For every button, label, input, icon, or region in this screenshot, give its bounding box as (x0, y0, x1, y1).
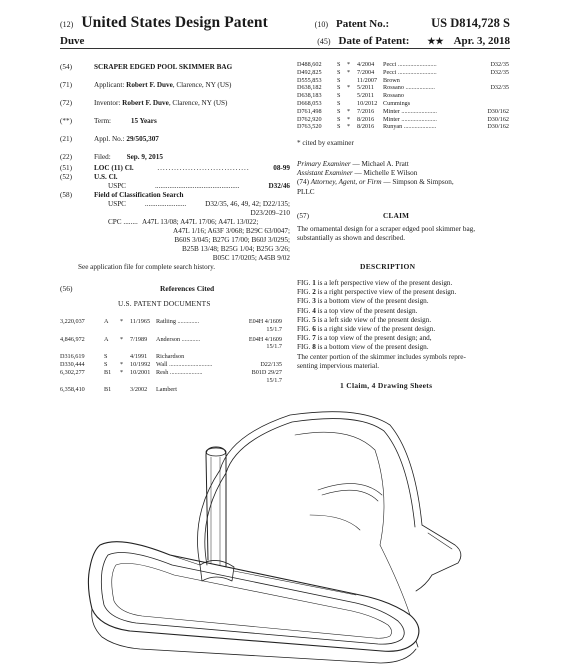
fig-line: FIG. 6 is a right side view of the present design. (297, 325, 436, 334)
citation-row: D555,853 S 11/2007 Brown (297, 76, 400, 84)
date-block (317, 31, 510, 49)
citation-row: D638,182 S * 5/2011 Rossano ................... D32/35 (297, 84, 509, 92)
description-title: DESCRIPTION (360, 262, 416, 271)
us-cl-label: U.S. Cl. (94, 173, 118, 181)
inventor-short: Duve (60, 35, 85, 47)
cpc-line: B05C 17/0205; A45B 9/02 (212, 254, 290, 262)
applicant-name: Robert F. Duve (126, 81, 173, 89)
cpc-line: A47L 13/08; A47L 17/06; A47L 13/022; (142, 218, 259, 226)
primary-examiner-label: Primary Examiner (297, 160, 351, 168)
citation-row: D316,619 S 4/1991 Richardson (60, 353, 185, 361)
primary-examiner: — Michael A. Pratt (350, 160, 409, 168)
dot-leader: ............................................... (154, 182, 240, 190)
examiners-block (297, 160, 509, 197)
header-top (60, 14, 510, 32)
assistant-examiner-label: Assistant Examiner (297, 169, 353, 178)
claim-title: CLAIM (383, 212, 410, 220)
applicant-label: Applicant: (94, 81, 125, 89)
citation-row: 6,358,410 B1 3/2002 Lambert (60, 386, 177, 394)
description-note: senting impervious material. (297, 361, 380, 370)
cpc-label: CPC (108, 218, 122, 226)
field-num: (58) (60, 191, 72, 199)
title-block (60, 14, 268, 32)
citation-row: D763,520 S * 8/2016 Runyan ..................... D30/162 (297, 123, 509, 131)
invention-title: SCRAPER EDGED POOL SKIMMER BAG (94, 63, 233, 71)
field-num: (52) (60, 173, 72, 181)
claim-text: The ornamental design for a scraper edged pool skimmer bag, substantially as shown and described. (297, 225, 476, 243)
field-num: (45) (317, 37, 331, 46)
attorney-cont: PLLC (297, 187, 315, 196)
classification-label: Field of Classification Search (94, 191, 184, 199)
document-title: United States Design Patent (81, 14, 268, 31)
fig-line: FIG. 5 is a left side view of the present design. (297, 315, 432, 324)
citation-row: 4,846,972 A * 7/1989 Anderson ............ E04H 4/1609 (60, 335, 282, 343)
patent-no-label: Patent No.: (336, 18, 390, 30)
claim-heading (297, 212, 509, 221)
references-title: References Cited (160, 284, 215, 293)
fig-line: FIG. 8 is a bottom view of the present design. (297, 343, 429, 352)
uspc-label: USPC (108, 182, 126, 190)
date-stars: ★★ (427, 36, 444, 46)
header-rule (60, 48, 510, 49)
inventor-name: Robert F. Duve (122, 99, 169, 107)
field-num: (71) (60, 81, 72, 89)
filed-value: Sep. 9, 2015 (126, 153, 163, 161)
uspc-label: USPC (108, 200, 126, 208)
figure-descriptions (297, 279, 509, 371)
citation-row: D762,920 S * 8/2016 Minter ....................... D30/162 (297, 115, 509, 123)
citations-continued (297, 61, 509, 131)
cpc-line: B25B 13/48; B25G 1/04; B25G 3/26; (181, 245, 290, 253)
citation-row: D488,602 S * 4/2004 Pecci ......................... D32/35 (297, 61, 509, 68)
field-num: (21) (60, 135, 72, 143)
citation-row: 6,302,277 B1 * 10/2001 Resh ..................... B01D 29/27 (60, 368, 282, 376)
uspc-line: D32/35, 46, 49, 42; D22/135; (205, 200, 290, 208)
filed-label: Filed: (94, 153, 111, 161)
citation-cont: 15/1.7 (266, 343, 282, 351)
field-num: (51) (60, 164, 72, 172)
header-bottom (60, 31, 510, 49)
field-num: (57) (297, 212, 309, 220)
us-patent-docs-title: U.S. PATENT DOCUMENTS (118, 299, 211, 308)
fig-line: FIG. 2 is a right perspective view of the present design. (297, 288, 457, 297)
field-num: (54) (60, 63, 72, 71)
citation-row: D330,444 S * 10/1992 Wall ............................ D22/135 (60, 360, 282, 368)
fig-line: FIG. 3 is a bottom view of the present design. (297, 297, 429, 306)
citation-row: 3,220,037 A * 11/1965 Ratliing .............. E04H 4/1609 (60, 318, 282, 325)
attorney-label: Attorney, Agent, or Firm (310, 178, 382, 187)
attorney: — Simpson & Simpson, (381, 178, 454, 187)
appl-no-value: 29/505,307 (126, 135, 159, 143)
term-label: Term: (94, 117, 112, 125)
patent-number: US D814,728 S (431, 16, 510, 30)
dot-leader: ....................... (144, 200, 187, 208)
inventor-label: Inventor: (94, 99, 121, 107)
skimmer-bag-drawing (60, 395, 510, 665)
loc-value: 08-99 (273, 164, 290, 172)
field-num: (72) (60, 99, 72, 107)
patent-date: Apr. 3, 2018 (453, 35, 510, 47)
patent-number-block (315, 14, 510, 32)
inventor-location: , Clarence, NY (US) (168, 99, 228, 107)
appl-no-label: Appl. No.: (94, 135, 125, 143)
citation-row: D761,498 S * 7/2016 Minter ....................... D30/162 (297, 107, 509, 115)
field-num: (10) (314, 20, 328, 29)
fig-line: FIG. 4 is a top view of the present design. (297, 306, 418, 315)
dot-leader: ................................. (157, 164, 250, 172)
field-num: (74) (297, 178, 309, 187)
description-note: The center portion of the skimmer includes symbols repre- (297, 352, 466, 361)
us-cl-value: D32/46 (268, 182, 290, 190)
date-label: Date of Patent: (338, 35, 410, 47)
patent-page: (12) United States Design Patent (10) Patent No.: US D814,728 S Duve (45) Date of Patent: ★★ Apr. 3, 2018 (54) SCRAPER EDGED POOL SKIMMER BAG (71) Applicant: Robert F. Duve, Clarence, NY (US) (72) Inventor: Robert F. Duve, Clarence, NY (US) (**) Term: 15 Years (21) Appl. No.: 29/505,307 (22) Filed: Sep. 9, 2015 (51) LOC (11) Cl. ................................. 08-99 (52) U.S. Cl. USPC ............................................... D32/46 (58) Field of Classification Search USPC ....................... D32/35, 46, 49, 42; D22/135; D23/209–210 CPC ........ A47L 13/08; A47L 17/06; A47L 13/022; A47L 1/16; A63F 3/068; B29C 63/0047; B60S 3/045; B27G 17/00; B60J 3/0295; B25B 13/48; B25G 1/04; B25G 3/26; B05C 17/0205; A45B 9/02 See application file for complete search history. (56) References Cited U.S. PATENT DOCUMENTS 3,220,037 A * 11/1965 Ratliing .............. E04H 4/1609 15/1.7 4,846,972 A * 7/1989 Anderson ............ E04H 4/1609 15/1.7 D316,619 S 4/1991 Richardson D330,444 S * 10/1992 Wall ............................ D22/135 6,302,277 B1 * 10/2001 Resh ..................... B01D 29/27 15/1.7 6,358,410 B1 3/2002 Lambert D488,602 S * 4/2004 Pecci ......................... D32/35 D492,825 S * 7/2004 Pecci ......................... D32/35 D555,853 S 11/2007 Brown D638,182 S * 5/2011 Rossano ................... D32/35 D638,183 S 5/2011 Rossano D668,053 S 10/2012 Cummings D761,498 S * 7/2016 Minter ....................... D30/162 D762,920 S * 8/2016 Minter ....................... D30/162 D763,520 S * 8/2016 Runyan ..................... D30/162 * cited by examiner Primary Examiner — Michael A. Pratt Assistant Examiner — Michelle E Wilson (74) Attorney, Agent, or Firm — Simpson & Simpson, PLLC (57) CLAIM The ornamental design for a scraper edged pool skimmer bag, substantially as shown and described. DESCRIPTION FIG. 1 is a left perspective view of the present design. FIG. 2 is a right perspective view of the present design. FIG. 3 is a bottom view of the present design. FIG. 4 is a top view of the present design. FIG. 5 is a left side view of the present design. FIG. 6 is a right side view of the present design. FIG. 7 is a top view of the present design; and, FIG. 8 is a bottom view of the present design. The center portion of the skimmer includes symbols repre- senting impervious material. 1 Claim, 4 Drawing Sheets (0, 0, 568, 672)
claims-sheets-summary: 1 Claim, 4 Drawing Sheets (340, 381, 433, 390)
search-history-note: See application file for complete search history. (78, 263, 216, 271)
cited-by-examiner-note: * cited by examiner (297, 139, 354, 147)
field-num: (56) (60, 284, 73, 293)
cpc-line: A47L 1/16; A63F 3/068; B29C 63/0047; (173, 227, 290, 235)
citation-cont: 15/1.7 (266, 325, 282, 333)
fig-line: FIG. 7 is a top view of the present design; and, (297, 334, 432, 343)
assistant-examiner: — Michelle E Wilson (352, 169, 418, 178)
citation-cont: 15/1.7 (266, 376, 282, 384)
field-num: (**) (60, 117, 72, 125)
fig-line: FIG. 1 is a left perspective view of the present design. (297, 279, 453, 287)
citation-row: D668,053 S 10/2012 Cummings (297, 99, 411, 107)
citations-list (60, 318, 282, 394)
term-value: 15 Years (130, 117, 157, 125)
applicant-location: , Clarence, NY (US) (172, 81, 232, 89)
citation-row: D638,183 S 5/2011 Rossano (297, 92, 404, 100)
uspc-line: D23/209–210 (250, 209, 290, 217)
field-num: (12) (60, 20, 74, 29)
cpc-line: B60S 3/045; B27G 17/00; B60J 3/0295; (174, 236, 290, 244)
field-num: (22) (60, 153, 72, 161)
citation-row: D492,825 S * 7/2004 Pecci ......................... D32/35 (297, 68, 509, 76)
loc-label: LOC (11) Cl. (94, 164, 134, 172)
